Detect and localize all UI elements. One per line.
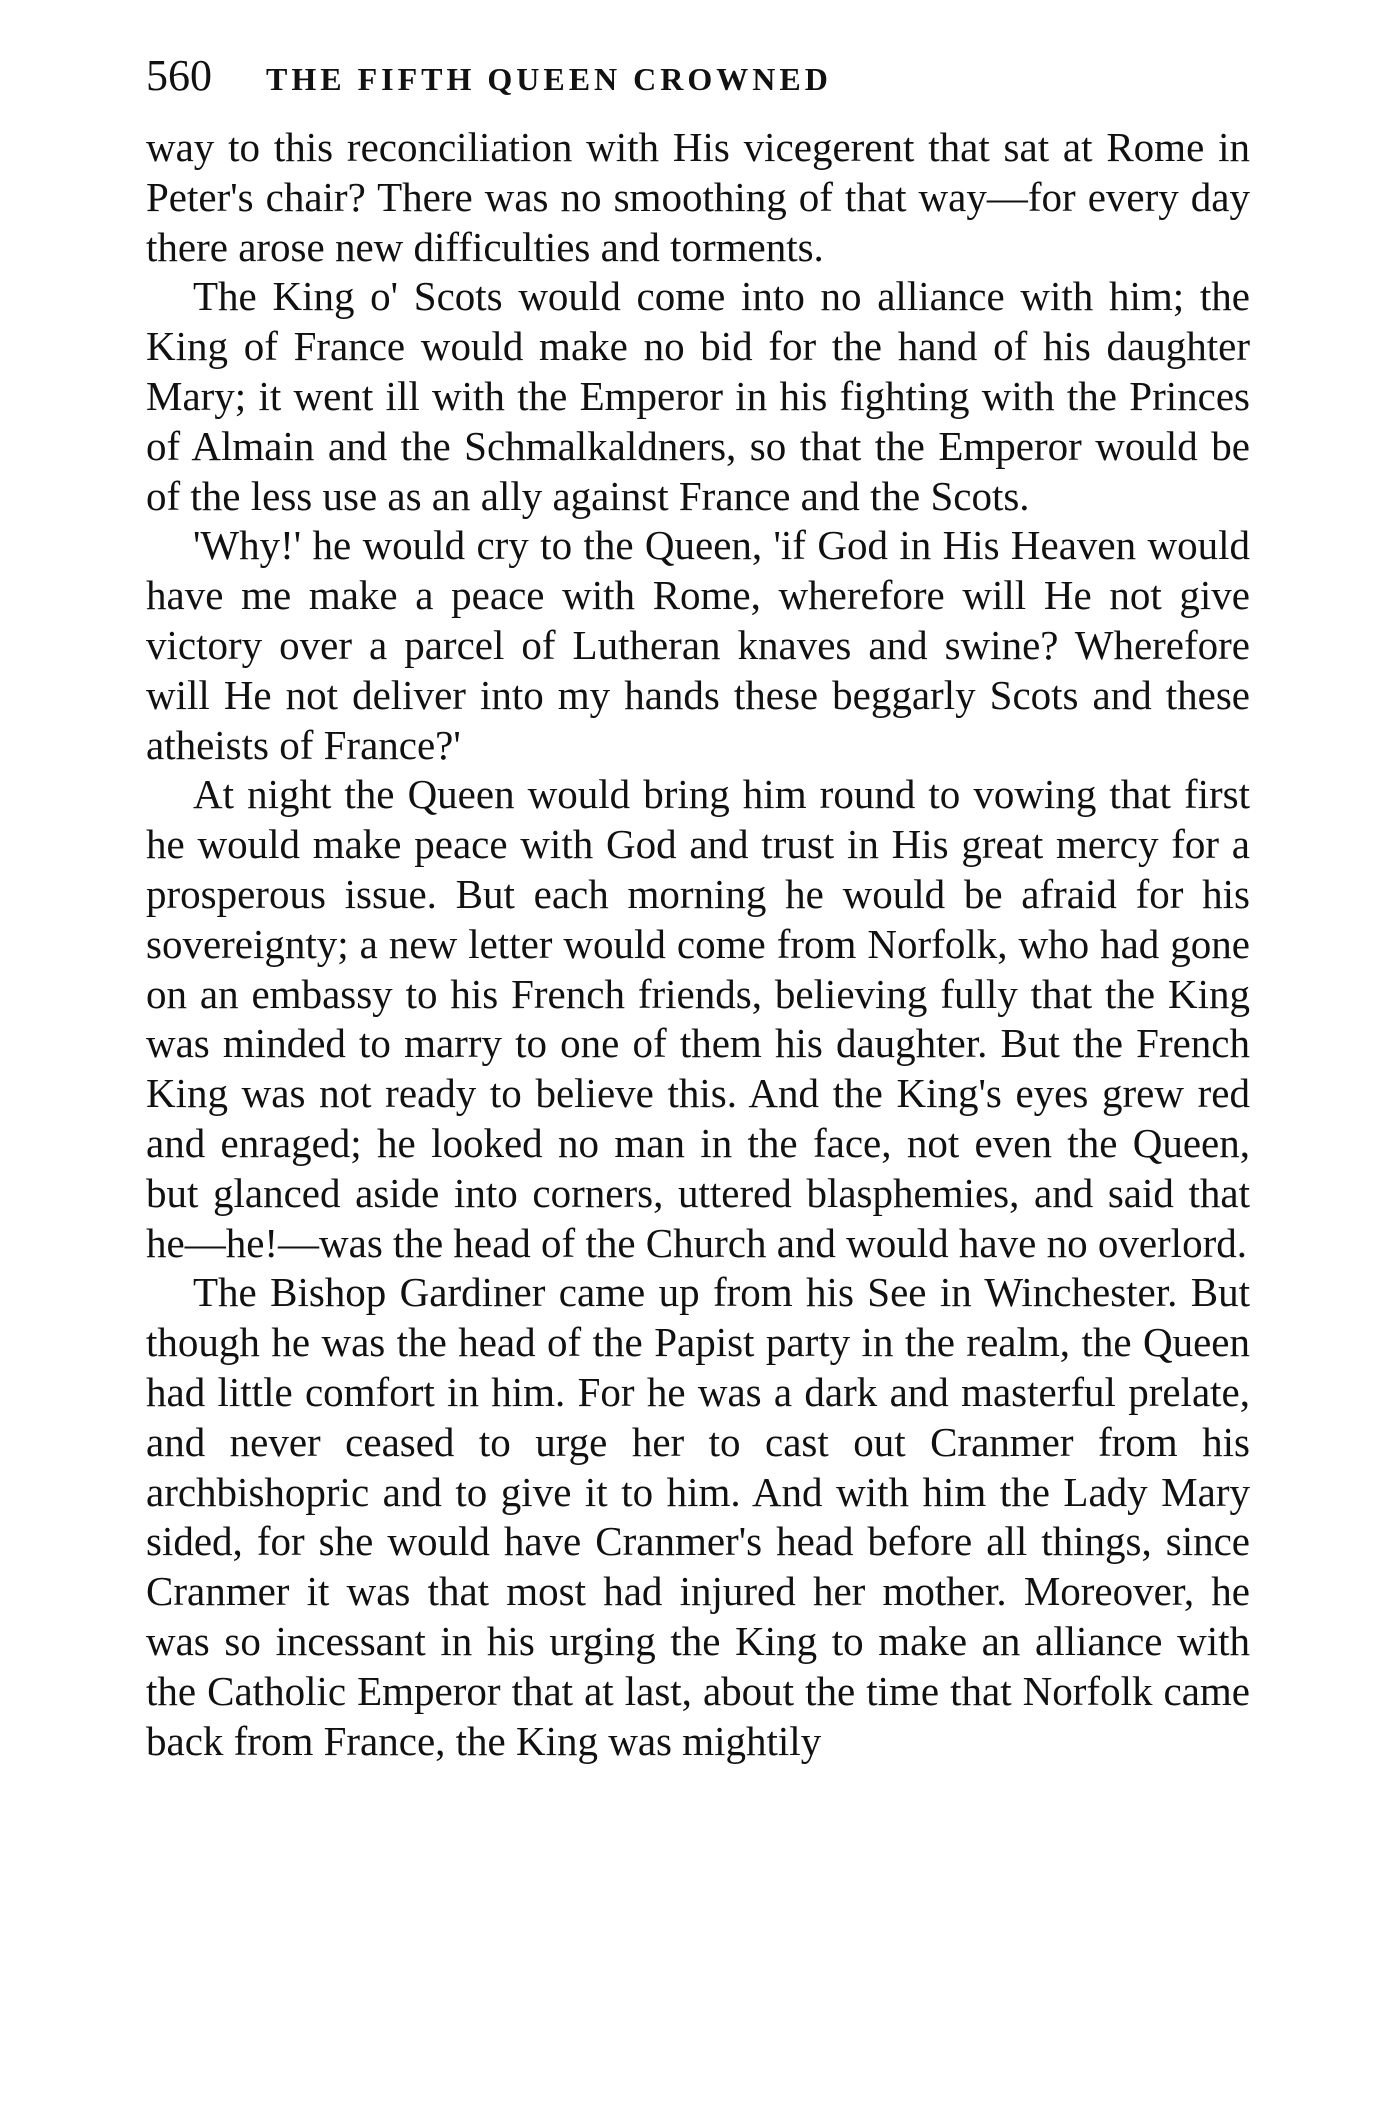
body-text <box>146 123 1250 1766</box>
paragraph-alliances: The King o' Scots would come into no alliance with him; the King of France would make no bid for the hand of his daughter Mary; it went ill with the Emperor in his fighting with the Princes of Almain and the Schmalkaldners, so that the Emperor would be of the less use as an ally against France and the Scots. <box>146 273 1250 519</box>
paragraph-king-speech: 'Why!' he would cry to the Queen, 'if God in His Heaven would have me make a peace with Rome, wherefore will He not give victory over a parcel of Lutheran knaves and swine? Wherefore will He not deliver into my hands these beggarly Scots and these atheists of France?' <box>146 522 1250 768</box>
paragraph-night-vows: At night the Queen would bring him round to vowing that first he would make peace with God and trust in His great mercy for a prosperous issue. But each morning he would be afraid for his sovereignty; a new letter would come from Norfolk, who had gone on an embassy to his French friends, believing fully that the King was minded to marry to one of them his daughter. But the French King was not ready to believe this. And the King's eyes grew red and enraged; he looked no man in the face, not even the Queen, but glanced aside into corners, uttered blasphemies, and said that he—he!—was the head of the Church and would have no overlord. <box>146 771 1250 1266</box>
page-number: 560 <box>146 51 212 100</box>
paragraph-continuation: way to this reconciliation with His vicegerent that sat at Rome in Peter's chair? There was no smoothing of that way—for every day there arose new difficulties and torments. <box>146 124 1250 270</box>
book-page <box>146 50 1250 1766</box>
running-head <box>146 50 1250 120</box>
paragraph-bishop-gardiner: The Bishop Gardiner came up from his See in Winchester. But though he was the head of the Papist party in the realm, the Queen had little comfort in him. For he was a dark and masterful prelate, and never ceased to urge her to cast out Cranmer from his archbishopric and to give it to him. And with him the Lady Mary sided, for she would have Cranmer's head before all things, since Cranmer it was that most had injured her mother. Moreover, he was so incessant in his urging the King to make an alliance with the Catholic Emperor that at last, about the time that Norfolk came back from France, the King was mightily <box>146 1269 1250 1764</box>
running-title: THE FIFTH QUEEN CROWNED <box>266 61 832 97</box>
